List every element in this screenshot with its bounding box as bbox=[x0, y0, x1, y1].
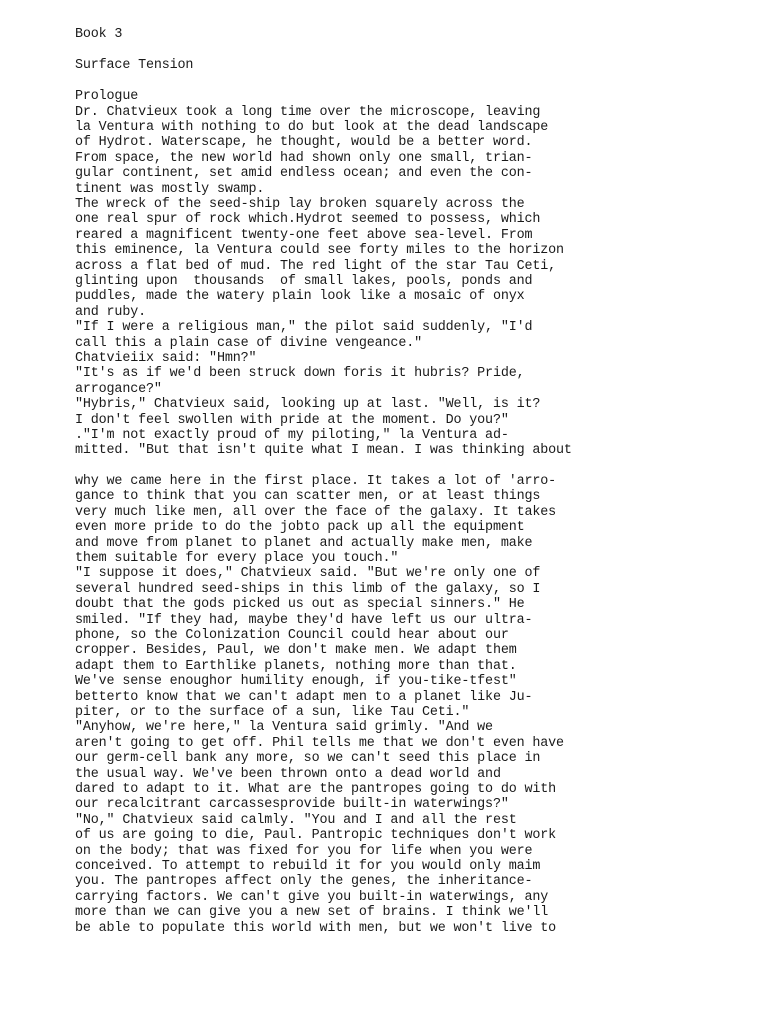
text-line: "Anyhow, we're here," la Ventura said grimly. "And we bbox=[75, 720, 493, 736]
text-line: la Ventura with nothing to do but look at the dead landscape bbox=[75, 119, 549, 135]
text-line: call this a plain case of divine vengeance." bbox=[75, 335, 422, 351]
text-line: and ruby. bbox=[75, 304, 146, 320]
text-line: I don't feel swollen with pride at the moment. Do you?" bbox=[75, 412, 509, 428]
text-line: tinent was mostly swamp. bbox=[75, 181, 265, 197]
text-line: mitted. "But that isn't quite what I mean. I was thinking about bbox=[75, 443, 572, 459]
text-line: be able to populate this world with men, but we won't live to bbox=[75, 920, 557, 936]
text-line: "If I were a religious man," the pilot said suddenly, "I'd bbox=[75, 320, 533, 336]
text-line: adapt them to Earthlike planets, nothing more than that. bbox=[75, 658, 517, 674]
text-line: The wreck of the seed-ship lay broken squarely across the bbox=[75, 196, 525, 212]
text-line: on the body; that was fixed for you for life when you were bbox=[75, 843, 533, 859]
text-line: reared a magnificent twenty-one feet above sea-level. From bbox=[75, 227, 533, 243]
text-line: Dr. Chatvieux took a long time over the microscope, leaving bbox=[75, 104, 541, 120]
text-line: From space, the new world had shown only one small, trian- bbox=[75, 150, 533, 166]
text-line: "I suppose it does," Chatvieux said. "But we're only one of bbox=[75, 566, 541, 582]
text-line: cropper. Besides, Paul, we don't make men. We adapt them bbox=[75, 643, 517, 659]
text-line: aren't going to get off. Phil tells me that we don't even have bbox=[75, 735, 564, 751]
text-line: puddles, made the watery plain look like a mosaic of onyx bbox=[75, 289, 525, 305]
text-line: smiled. "If they had, maybe they'd have left us our ultra- bbox=[75, 612, 533, 628]
text-line: one real spur of rock which.Hydrot seemed to possess, which bbox=[75, 212, 541, 228]
text-line: of Hydrot. Waterscape, he thought, would be a better word. bbox=[75, 135, 533, 151]
text-line: Chatvieiix said: "Hmn?" bbox=[75, 350, 257, 366]
text-line: our germ-cell bank any more, so we can't seed this place in bbox=[75, 751, 541, 767]
text-line: of us are going to die, Paul. Pantropic techniques don't work bbox=[75, 828, 557, 844]
text-line: several hundred seed-ships in this limb of the galaxy, so I bbox=[75, 581, 541, 597]
text-line: carrying factors. We can't give you built-in waterwings, any bbox=[75, 889, 549, 905]
story-title: Surface Tension bbox=[75, 58, 194, 73]
text-line: "It's as if we'd been struck down foris it hubris? Pride, bbox=[75, 366, 525, 382]
text-line: the usual way. We've been thrown onto a dead world and bbox=[75, 766, 501, 782]
text-line: our recalcitrant carcassesprovide built-in waterwings?" bbox=[75, 797, 509, 813]
text-line: piter, or to the surface of a sun, like Tau Ceti." bbox=[75, 705, 470, 720]
text-line: glinting upon thousands of small lakes, pools, ponds and bbox=[75, 273, 533, 289]
text-line: dared to adapt to it. What are the pantropes going to do with bbox=[75, 782, 557, 797]
text-line: conceived. To attempt to rebuild it for you would only maim bbox=[75, 859, 541, 874]
text-line: phone, so the Colonization Council could hear about our bbox=[75, 628, 509, 643]
text-line: gular continent, set amid endless ocean; and even the con- bbox=[75, 166, 533, 182]
text-line: them suitable for every place you touch." bbox=[75, 551, 399, 566]
text-line: why we came here in the first place. It takes a lot of 'arro- bbox=[75, 474, 557, 489]
text-line: and move from planet to planet and actually make men, make bbox=[75, 535, 533, 551]
text-line: doubt that the gods picked us out as special sinners." He bbox=[75, 597, 525, 613]
text-line: "No," Chatvieux said calmly. "You and I and all the rest bbox=[75, 812, 517, 828]
book-label: Book 3 bbox=[75, 27, 123, 42]
text-line: even more pride to do the jobto pack up all the equipment bbox=[75, 520, 525, 536]
text-line: across a flat bed of mud. The red light of the star Tau Ceti, bbox=[75, 258, 557, 274]
section-heading: Prologue bbox=[75, 89, 139, 104]
text-line: arrogance?" bbox=[75, 381, 162, 397]
text-line: you. The pantropes affect only the genes, the inheritance- bbox=[75, 874, 533, 890]
text-line: We've sense enoughor humility enough, if you-tike-tfest" bbox=[75, 674, 517, 690]
text-line: gance to think that you can scatter men, or at least things bbox=[75, 489, 541, 505]
text-line: ."I'm not exactly proud of my piloting," la Ventura ad- bbox=[75, 427, 509, 443]
text-line: more than we can give you a new set of brains. I think we'll bbox=[75, 905, 549, 921]
text-line: "Hybris," Chatvieux said, looking up at last. "Well, is it? bbox=[75, 397, 541, 413]
text-line: this eminence, la Ventura could see forty miles to the horizon bbox=[75, 243, 564, 259]
text-line: very much like men, all over the face of the galaxy. It takes bbox=[75, 504, 557, 520]
text-line: betterto know that we can't adapt men to a planet like Ju- bbox=[75, 689, 533, 705]
